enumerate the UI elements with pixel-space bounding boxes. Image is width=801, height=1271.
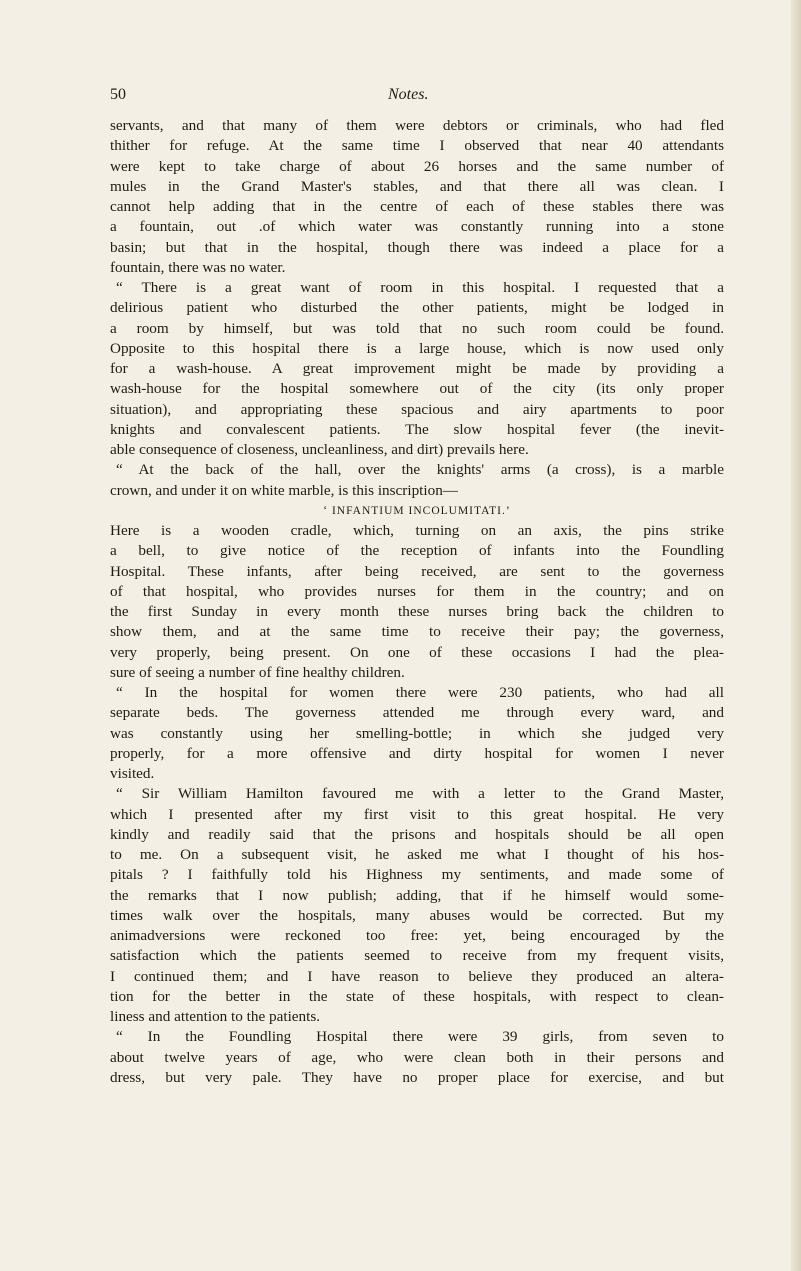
- text-line: of that hospital, who provides nurses for them in the country; and on: [110, 582, 724, 600]
- text-line: fountain, there was no water.: [110, 258, 286, 276]
- text-line: separate beds. The governess attended me through every ward, and: [110, 704, 724, 722]
- text-line: dress, but very pale. They have no proper place for exercise, and but: [110, 1068, 724, 1086]
- text-line: wash-house for the hospital somewhere out of the city (its only proper: [110, 380, 724, 398]
- text-line: were kept to take charge of about 26 horses and the same number of: [110, 157, 724, 175]
- text-line: I continued them; and I have reason to believe they produced an altera-: [110, 967, 724, 985]
- text-line: animadversions were reckoned too free: yet, being encouraged by the: [110, 927, 724, 944]
- text-line: cannot help adding that in the centre of each of these stables there was: [110, 198, 724, 215]
- text-line: about twelve years of age, who were clean both in their persons and: [110, 1048, 724, 1066]
- text-line: “ In the hospital for women there were 230 patients, who had all: [116, 684, 724, 701]
- text-line: the first Sunday in every month these nurses bring back the children to: [110, 603, 724, 620]
- text-line: properly, for a more offensive and dirty hospital for women I never: [110, 744, 724, 762]
- page-edge: [791, 0, 801, 1271]
- text-line: very properly, being present. On one of these occasions I had the plea-: [110, 643, 724, 661]
- text-line: a room by himself, but was told that no such room could be found.: [110, 319, 724, 337]
- text-line: sure of seeing a number of fine healthy children.: [110, 663, 405, 681]
- text-line: a fountain, out .of which water was constantly running into a stone: [110, 218, 724, 236]
- text-line: show them, and at the same time to receive their pay; the governess,: [110, 623, 724, 641]
- text-line: times walk over the hospitals, many abuses would be corrected. But my: [110, 906, 724, 924]
- text-line: Opposite to this hospital there is a large house, which is now used only: [110, 339, 724, 357]
- text-line: Hospital. These infants, after being received, are sent to the governess: [110, 562, 724, 580]
- text-line: crown, and under it on white marble, is this inscription—: [110, 481, 458, 499]
- text-line: “ In the Foundling Hospital there were 39 girls, from seven to: [116, 1028, 724, 1046]
- text-line: satisfaction which the patients seemed to receive from my frequent visits,: [110, 947, 724, 965]
- text-line: tion for the better in the state of these hospitals, with respect to clean-: [110, 987, 724, 1005]
- text-line: a bell, to give notice of the reception of infants into the Foundling: [110, 542, 724, 560]
- text-line: visited.: [110, 765, 155, 782]
- text-line: knights and convalescent patients. The slow hospital fever (the inevit-: [110, 420, 724, 438]
- page-number: 50: [110, 86, 126, 103]
- text-line: to me. On a subsequent visit, he asked me what I thought of his hos-: [110, 846, 724, 863]
- text-line: for a wash-house. A great improvement might be made by providing a: [110, 360, 724, 377]
- text-line: able consequence of closeness, uncleanliness, and dirt) prevails here.: [110, 441, 529, 458]
- text-line: thither for refuge. At the same time I observed that near 40 attendants: [110, 137, 724, 155]
- text-line: which I presented after my first visit to this great hospital. He very: [110, 805, 724, 823]
- text-line: “ Sir William Hamilton favoured me with a letter to the Grand Master,: [116, 785, 724, 803]
- text-line: delirious patient who disturbed the other patients, might be lodged in: [110, 299, 724, 317]
- page-header: [110, 86, 710, 110]
- text-line: servants, and that many of them were debtors or criminals, who had fled: [110, 117, 724, 134]
- inscription: ‘ INFANTIUM INCOLUMITATI.’: [323, 504, 511, 517]
- text-line: Here is a wooden cradle, which, turning on an axis, the pins strike: [110, 522, 724, 539]
- text-line: liness and attention to the patients.: [110, 1008, 321, 1025]
- text-line: pitals ? I faithfully told his Highness my sentiments, and made some of: [110, 866, 724, 884]
- body-text: [110, 116, 724, 1088]
- text-line: the remarks that I now publish; adding, that if he himself would some-: [110, 886, 724, 904]
- text-line: situation), and appropriating these spacious and airy apartments to poor: [110, 400, 724, 418]
- running-head: Notes.: [388, 86, 429, 103]
- text-line: kindly and readily said that the prisons and hospitals should be all open: [110, 825, 724, 843]
- text-line: basin; but that in the hospital, though there was indeed a place for a: [110, 238, 724, 256]
- text-line: was constantly using her smelling-bottle; in which she judged very: [110, 724, 724, 742]
- text-line: “ There is a great want of room in this hospital. I requested that a: [116, 279, 724, 296]
- text-line: “ At the back of the hall, over the knights' arms (a cross), is a marble: [116, 461, 724, 479]
- text-line: mules in the Grand Master's stables, and that there all was clean. I: [110, 177, 724, 195]
